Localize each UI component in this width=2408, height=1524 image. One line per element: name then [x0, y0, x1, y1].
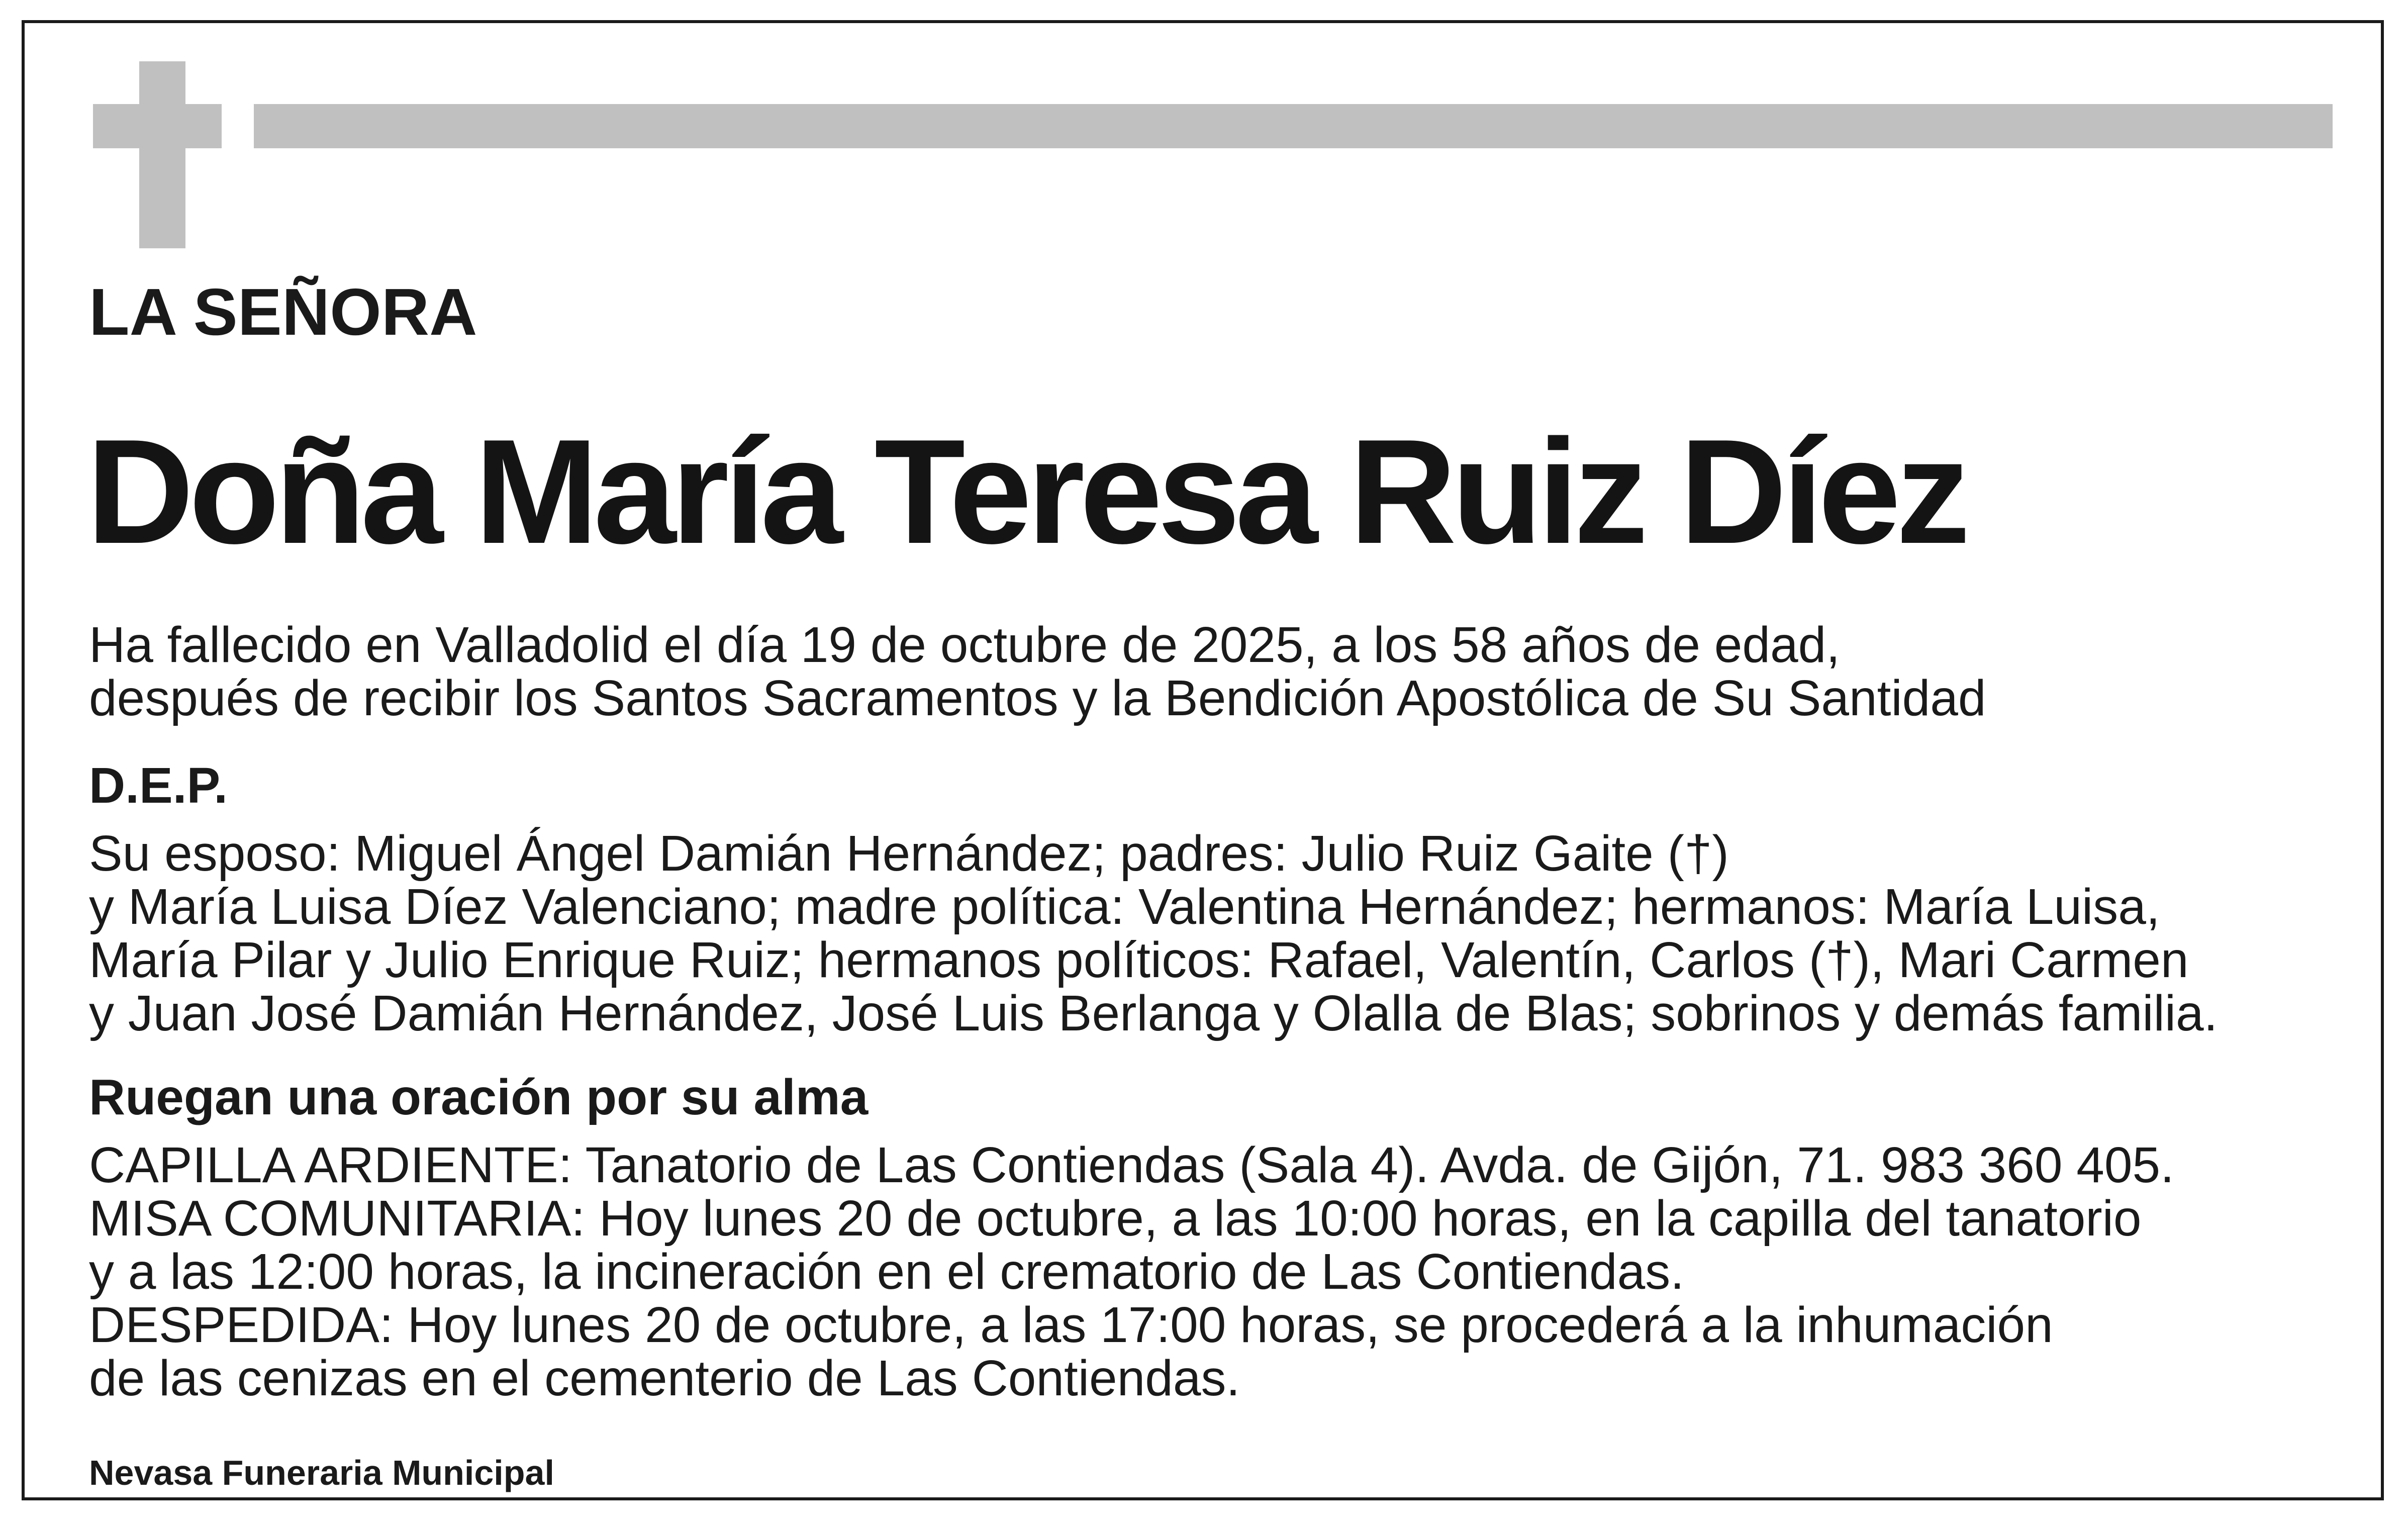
- service-line: DESPEDIDA: Hoy lunes 20 de octubre, a las 17:00 horas, se procederá a la inhumación: [89, 1297, 2053, 1353]
- death-paragraph: [89, 618, 1986, 725]
- family-paragraph: [89, 827, 2218, 1040]
- dep-label: D.E.P.: [89, 757, 228, 814]
- service-paragraph: [89, 1138, 2174, 1405]
- prayer-request: Ruegan una oración por su alma: [89, 1069, 869, 1125]
- cross-icon: [139, 61, 185, 248]
- funeral-home-name: Nevasa Funeraria Municipal: [89, 1453, 554, 1492]
- family-line: María Pilar y Julio Enrique Ruiz; hermanos políticos: Rafael, Valentín, Carlos (†), Mari Carmen: [89, 932, 2189, 988]
- deceased-name: Doña María Teresa Ruiz Díez: [86, 408, 1966, 575]
- service-line: y a las 12:00 horas, la incineración en el crematorio de Las Contiendas.: [89, 1244, 1685, 1300]
- cross-icon-arm: [93, 104, 222, 148]
- family-line: Su esposo: Miguel Ángel Damián Hernández; padres: Julio Ruiz Gaite (†): [89, 825, 1729, 882]
- header-rule: [254, 104, 2333, 148]
- death-line: Ha fallecido en Valladolid el día 19 de octubre de 2025, a los 58 años de edad,: [89, 617, 1841, 673]
- family-line: y Juan José Damián Hernández, José Luis Berlanga y Olalla de Blas; sobrinos y demás familia.: [89, 985, 2218, 1041]
- family-line: y María Luisa Díez Valenciano; madre política: Valentina Hernández; hermanos: María Luisa,: [89, 879, 2160, 935]
- service-line: CAPILLA ARDIENTE: Tanatorio de Las Contiendas (Sala 4). Avda. de Gijón, 71. 983 360 405.: [89, 1137, 2174, 1193]
- intro-title: LA SEÑORA: [89, 275, 477, 349]
- death-line: después de recibir los Santos Sacramentos y la Bendición Apostólica de Su Santidad: [89, 670, 1986, 726]
- service-line: de las cenizas en el cementerio de Las Contiendas.: [89, 1350, 1240, 1406]
- service-line: MISA COMUNITARIA: Hoy lunes 20 de octubre, a las 10:00 horas, en la capilla del tanatorio: [89, 1190, 2142, 1247]
